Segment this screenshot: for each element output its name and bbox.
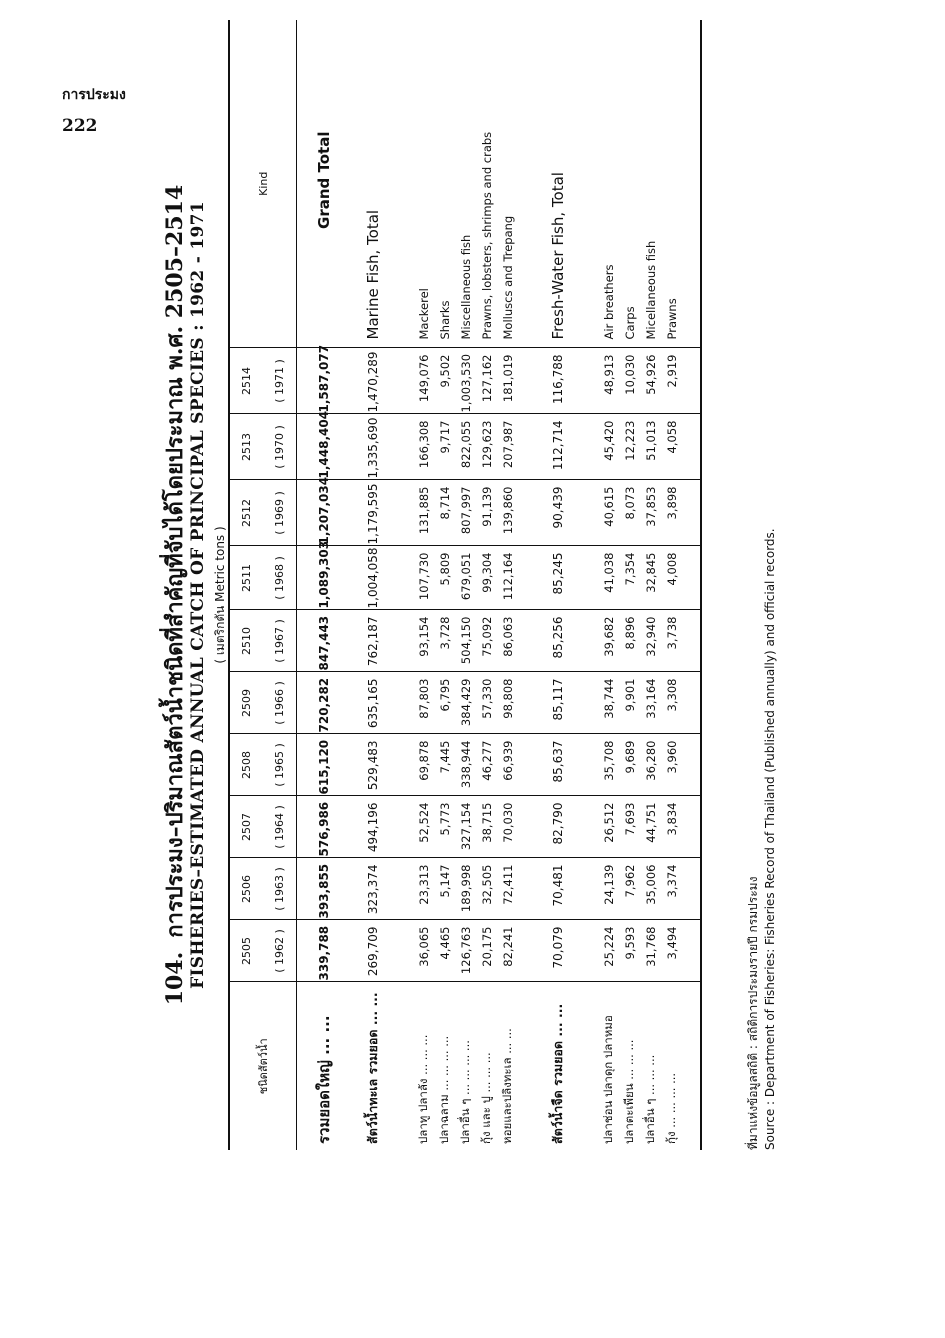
cell-value: 32,940	[640, 610, 661, 672]
cell-value: 98,808	[497, 672, 518, 734]
year-ad: ( 1965 )	[262, 734, 297, 796]
cell-value: 576,986	[297, 796, 352, 858]
year-be: 2514	[229, 348, 262, 414]
year-be: 2513	[229, 414, 262, 480]
cell-value: 45,420	[598, 414, 619, 480]
cell-value: 9,901	[619, 672, 640, 734]
source-thai: ที่มาแห่งข้อมูลสถิติ : สถิติการประมงรายปี กรมประมง	[746, 876, 760, 1150]
cell-value: 529,483	[351, 734, 395, 796]
cell-value: 1,448,404	[297, 414, 352, 480]
year-ad: ( 1963 )	[262, 858, 297, 920]
cell-value: 54,926	[640, 348, 661, 414]
year-be: 2508	[229, 734, 262, 796]
table-row	[497, 20, 518, 1150]
cell-value: 33,164	[640, 672, 661, 734]
row-label-kind: Carps	[619, 20, 640, 348]
cell-value: 36,280	[640, 734, 661, 796]
row-label-kind: Mackerel	[413, 20, 434, 348]
cell-value: 5,147	[434, 858, 455, 920]
cell-value: 762,187	[351, 610, 395, 672]
table-row	[619, 20, 640, 1150]
table-row	[413, 20, 434, 1150]
cell-value: 70,481	[536, 858, 580, 920]
year-be: 2510	[229, 610, 262, 672]
cell-value: 25,224	[598, 920, 619, 982]
cell-value: 822,055	[455, 414, 476, 480]
source-note	[745, 528, 779, 1150]
cell-value: 4,058	[661, 414, 682, 480]
cell-value: 91,139	[476, 480, 497, 546]
cell-value: 35,708	[598, 734, 619, 796]
cell-value: 1,335,690	[351, 414, 395, 480]
cell-value: 127,162	[476, 348, 497, 414]
cell-value: 129,623	[476, 414, 497, 480]
cell-value: 126,763	[455, 920, 476, 982]
row-label-kind: Prawns	[661, 20, 682, 348]
cell-value: 90,439	[536, 480, 580, 546]
cell-value: 1,207,034	[297, 480, 352, 546]
cell-value: 166,308	[413, 414, 434, 480]
row-label-kind: Miscellaneous fish	[455, 20, 476, 348]
cell-value: 635,165	[351, 672, 395, 734]
cell-value: 112,714	[536, 414, 580, 480]
year-ad: ( 1967 )	[262, 610, 297, 672]
table-row-marine-total	[351, 20, 395, 1150]
cell-value: 339,788	[297, 920, 352, 982]
col-header-thai: ชนิดสัตว์น้ำ	[229, 982, 297, 1150]
cell-value: 3,308	[661, 672, 682, 734]
table-row	[476, 20, 497, 1150]
cell-value: 679,051	[455, 546, 476, 610]
cell-value: 384,429	[455, 672, 476, 734]
row-label-kind: Sharks	[434, 20, 455, 348]
cell-value: 7,693	[619, 796, 640, 858]
cell-value: 393,855	[297, 858, 352, 920]
section-header: การประมง	[62, 87, 126, 103]
cell-value: 207,987	[497, 414, 518, 480]
year-be: 2505	[229, 920, 262, 982]
row-label-thai: สัตว์น้ำจืด รวมยอด ... ...	[550, 1003, 565, 1144]
cell-value: 70,030	[497, 796, 518, 858]
cell-value: 72,411	[497, 858, 518, 920]
cell-value: 139,860	[497, 480, 518, 546]
cell-value: 323,374	[351, 858, 395, 920]
year-ad: ( 1970 )	[262, 414, 297, 480]
cell-value: 847,443	[297, 610, 352, 672]
row-label-kind: Grand Total	[297, 20, 352, 348]
cell-value: 3,898	[661, 480, 682, 546]
cell-value: 9,593	[619, 920, 640, 982]
cell-value: 46,277	[476, 734, 497, 796]
row-label-thai: กุ้ง ... ... ... ...	[663, 1072, 678, 1144]
table-row	[434, 20, 455, 1150]
cell-value: 8,714	[434, 480, 455, 546]
row-label-kind: Molluscs and Trepang	[497, 20, 518, 348]
cell-value: 807,997	[455, 480, 476, 546]
cell-value: 40,615	[598, 480, 619, 546]
cell-value: 82,241	[497, 920, 518, 982]
year-ad: ( 1962 )	[262, 920, 297, 982]
cell-value: 3,834	[661, 796, 682, 858]
title-english: FISHERIES–ESTIMATED ANNUAL CATCH OF PRINCIPAL SPECIES : 1962 - 1971	[188, 201, 208, 989]
row-label-thai: รวมยอดใหญ่ ... ...	[315, 1015, 333, 1144]
cell-value: 3,960	[661, 734, 682, 796]
cell-value: 31,768	[640, 920, 661, 982]
cell-value: 9,717	[434, 414, 455, 480]
cell-value: 20,175	[476, 920, 497, 982]
cell-value: 5,809	[434, 546, 455, 610]
cell-value: 69,878	[413, 734, 434, 796]
cell-value: 338,944	[455, 734, 476, 796]
row-label-thai: ปลาฉลาม ... ... ... ...	[436, 1035, 451, 1144]
cell-value: 112,164	[497, 546, 518, 610]
cell-value: 9,689	[619, 734, 640, 796]
cell-value: 4,008	[661, 546, 682, 610]
year-be: 2506	[229, 858, 262, 920]
table-row	[455, 20, 476, 1150]
row-label-kind: Micellaneous fish	[640, 20, 661, 348]
cell-value: 3,728	[434, 610, 455, 672]
cell-value: 6,795	[434, 672, 455, 734]
cell-value: 116,788	[536, 348, 580, 414]
cell-value: 23,313	[413, 858, 434, 920]
cell-value: 1,470,289	[351, 348, 395, 414]
cell-value: 52,524	[413, 796, 434, 858]
cell-value: 9,502	[434, 348, 455, 414]
table-row-freshwater-total	[536, 20, 580, 1150]
cell-value: 269,709	[351, 920, 395, 982]
cell-value: 504,150	[455, 610, 476, 672]
row-label-thai: กุ้ง และ ปู ... ... ...	[478, 1052, 493, 1144]
cell-value: 48,913	[598, 348, 619, 414]
cell-value: 2,919	[661, 348, 682, 414]
cell-value: 85,245	[536, 546, 580, 610]
cell-value: 8,896	[619, 610, 640, 672]
row-label-thai: ปลาอื่น ๆ ... ... ... ...	[457, 1040, 472, 1144]
row-label-thai: ปลาช่อน ปลาดุก ปลาหมอ	[600, 1015, 615, 1144]
year-be: 2511	[229, 546, 262, 610]
cell-value: 41,038	[598, 546, 619, 610]
row-label-kind: Fresh-Water Fish, Total	[536, 20, 580, 348]
cell-value: 37,853	[640, 480, 661, 546]
table-title	[157, 40, 192, 1150]
cell-value: 1,089,303	[297, 546, 352, 610]
cell-value: 3,494	[661, 920, 682, 982]
cell-value: 38,715	[476, 796, 497, 858]
cell-value: 189,998	[455, 858, 476, 920]
cell-value: 39,682	[598, 610, 619, 672]
table-row	[598, 20, 619, 1150]
cell-value: 7,962	[619, 858, 640, 920]
cell-value: 35,006	[640, 858, 661, 920]
cell-value: 99,304	[476, 546, 497, 610]
year-be: 2512	[229, 480, 262, 546]
cell-value: 82,790	[536, 796, 580, 858]
row-label-thai: ปลาทู ปลาลัง ... ... ...	[415, 1034, 430, 1144]
cell-value: 66,939	[497, 734, 518, 796]
table-row-grand-total	[297, 20, 352, 1150]
cell-value: 75,092	[476, 610, 497, 672]
cell-value: 86,063	[497, 610, 518, 672]
cell-value: 10,030	[619, 348, 640, 414]
cell-value: 32,505	[476, 858, 497, 920]
row-label-kind: Air breathers	[598, 20, 619, 348]
table-number: 104.	[162, 951, 188, 1006]
source-english: Source : Department of Fisheries: Fisheries Record of Thailand (Published annually) and official records.	[763, 528, 777, 1150]
header-row-years-be	[229, 20, 262, 1150]
cell-value: 24,139	[598, 858, 619, 920]
row-label-kind: Marine Fish, Total	[351, 20, 395, 348]
title-thai: การประมง–ปริมาณสัตว์น้ำชนิดที่สำคัญที่จับได้โดยประมาณ พ.ศ. 2505–2514	[162, 184, 188, 938]
cell-value: 32,845	[640, 546, 661, 610]
table-row	[661, 20, 682, 1150]
cell-value: 1,003,530	[455, 348, 476, 414]
row-label-thai: ปลาตะเพียน ... ... ...	[621, 1039, 636, 1144]
cell-value: 327,154	[455, 796, 476, 858]
cell-value: 494,196	[351, 796, 395, 858]
year-ad: ( 1966 )	[262, 672, 297, 734]
cell-value: 8,073	[619, 480, 640, 546]
cell-value: 38,744	[598, 672, 619, 734]
cell-value: 44,751	[640, 796, 661, 858]
cell-value: 57,330	[476, 672, 497, 734]
col-header-kind: Kind	[229, 20, 297, 348]
cell-value: 4,465	[434, 920, 455, 982]
cell-value: 181,019	[497, 348, 518, 414]
cell-value: 85,256	[536, 610, 580, 672]
cell-value: 93,154	[413, 610, 434, 672]
cell-value: 51,013	[640, 414, 661, 480]
year-ad: ( 1971 )	[262, 348, 297, 414]
catch-table	[228, 20, 702, 1150]
rotated-page-content	[95, 40, 835, 1150]
cell-value: 1,179,595	[351, 480, 395, 546]
row-label-thai: สัตว์น้ำทะเล รวมยอด ... ...	[365, 992, 380, 1144]
row-label-thai: ปลาอื่น ๆ ... ... ...	[642, 1054, 657, 1144]
cell-value: 107,730	[413, 546, 434, 610]
cell-value: 12,223	[619, 414, 640, 480]
year-ad: ( 1969 )	[262, 480, 297, 546]
cell-value: 615,120	[297, 734, 352, 796]
cell-value: 36,065	[413, 920, 434, 982]
cell-value: 1,004,058	[351, 546, 395, 610]
cell-value: 87,803	[413, 672, 434, 734]
row-label-thai: หอยและปลิงทะเล ... ...	[499, 1028, 514, 1144]
cell-value: 3,374	[661, 858, 682, 920]
year-be: 2507	[229, 796, 262, 858]
row-label-kind: Prawns, lobsters, shrimps and crabs	[476, 20, 497, 348]
year-ad: ( 1968 )	[262, 546, 297, 610]
cell-value: 7,354	[619, 546, 640, 610]
cell-value: 3,738	[661, 610, 682, 672]
cell-value: 1,587,077	[297, 348, 352, 414]
cell-value: 85,117	[536, 672, 580, 734]
year-ad: ( 1964 )	[262, 796, 297, 858]
cell-value: 70,079	[536, 920, 580, 982]
cell-value: 149,076	[413, 348, 434, 414]
table-row	[640, 20, 661, 1150]
cell-value: 5,773	[434, 796, 455, 858]
page-number: 222	[62, 116, 98, 136]
cell-value: 7,445	[434, 734, 455, 796]
cell-value: 131,885	[413, 480, 434, 546]
cell-value: 85,637	[536, 734, 580, 796]
cell-value: 26,512	[598, 796, 619, 858]
cell-value: 720,282	[297, 672, 352, 734]
unit-note: ( เมตริกตัน Metric tons )	[213, 526, 227, 664]
year-be: 2509	[229, 672, 262, 734]
